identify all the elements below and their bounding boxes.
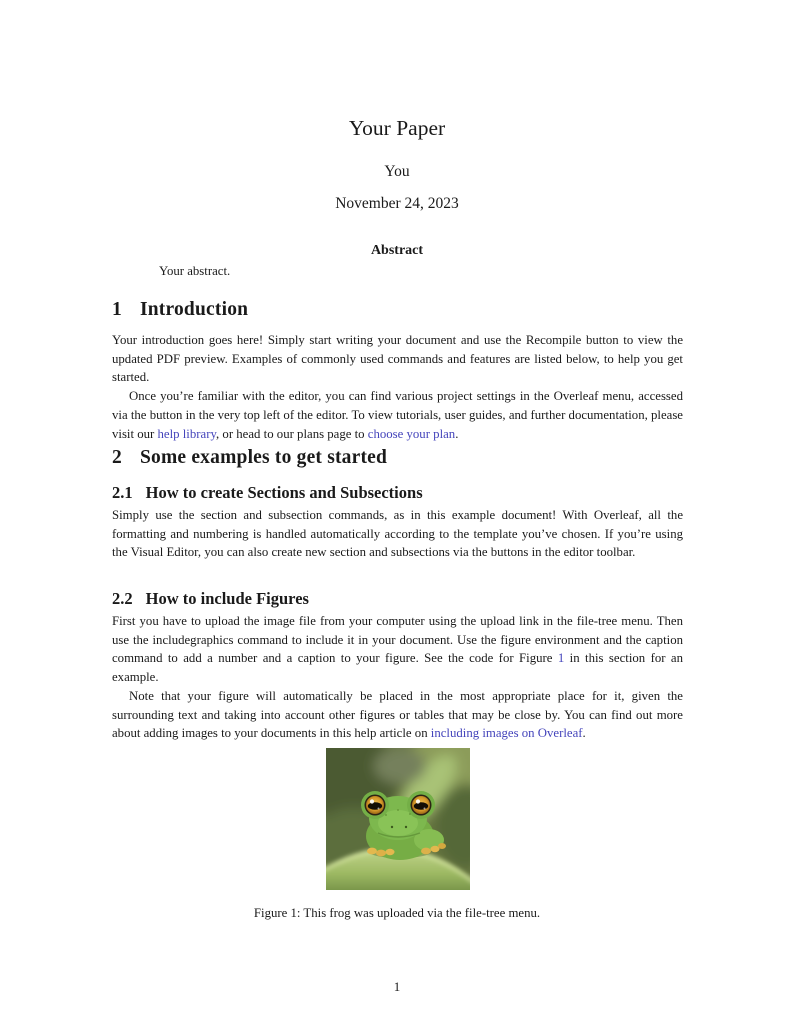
paper-author: You: [384, 163, 410, 180]
section-2-2-number: 2.2: [112, 589, 133, 608]
section-2-number: 2: [112, 447, 122, 468]
paragraph: [112, 387, 683, 443]
section-2-2-heading: [112, 589, 683, 609]
abstract-body: Your abstract.: [159, 264, 231, 278]
frog-photo-svg: [326, 748, 470, 890]
section-2-2-body: [112, 612, 683, 743]
section-1-heading: [112, 299, 683, 321]
paper-title: Your Paper: [348, 116, 446, 140]
paragraph: [112, 612, 683, 687]
abstract-heading: Abstract: [370, 243, 424, 258]
figure-caption: Figure 1: This frog was uploaded via the file-tree menu.: [253, 906, 541, 920]
frog-photo: [326, 748, 470, 890]
section-1-body: [112, 331, 683, 443]
section-1-number: 1: [112, 299, 122, 320]
text-segment: , or head to our plans page to: [216, 426, 368, 441]
section-2-title: Some examples to get started: [139, 447, 388, 468]
section-2-1-title: How to create Sections and Subsections: [145, 483, 423, 502]
text-segment: .: [582, 726, 586, 741]
help-library-link[interactable]: help library: [157, 426, 217, 441]
section-2-1-number: 2.1: [112, 483, 133, 502]
figure-1-ref-link[interactable]: 1: [557, 651, 565, 666]
section-2-1-heading: [112, 483, 683, 503]
section-2-heading: [112, 447, 683, 469]
paragraph: Your introduction goes here! Simply start writing your document and use the Recompile button to view the updated PDF preview. Examples of commonly used commands and features are listed below, to help you get started.: [112, 333, 683, 385]
choose-your-plan-link[interactable]: choose your plan: [367, 426, 456, 441]
page-number: 1: [393, 979, 401, 994]
paragraph: Simply use the section and subsection commands, as in this example document! With Overleaf, all the formatting and numbering is handled automatically according to the template you’ve chosen. If you’re using the Visual Editor, you can also create new section and subsections via the buttons in the editor toolbar.: [112, 508, 683, 560]
text-segment: First you have to upload the image file from your computer using the upload link in the file-tree menu. Then use the includegraphics command to include it in your document. Use the figure environment and the caption command to add a number and a caption to your figure. See the code for Figure: [112, 614, 683, 666]
section-2-2-title: How to include Figures: [145, 589, 309, 608]
text-segment: Once you’re familiar with the editor, you can find various project settings in the Overleaf menu, accessed via the button in the very top left of the editor. To view tutorials, user guides, and further documentation, please visit our: [112, 389, 683, 441]
paper-date: November 24, 2023: [335, 195, 459, 212]
section-1-title: Introduction: [139, 299, 249, 320]
text-segment: in this section for an example.: [112, 651, 684, 685]
including-images-link[interactable]: including images on Overleaf: [430, 726, 583, 741]
text-segment: Note that your figure will automatically be placed in the most appropriate place for it, given the surrounding text and taking into account other figures or tables that may be close by. You can find out more about adding images to your documents in this help article on: [112, 688, 683, 741]
text-segment: .: [455, 426, 459, 441]
paragraph: [112, 687, 683, 743]
section-2-1-body: [112, 506, 683, 562]
